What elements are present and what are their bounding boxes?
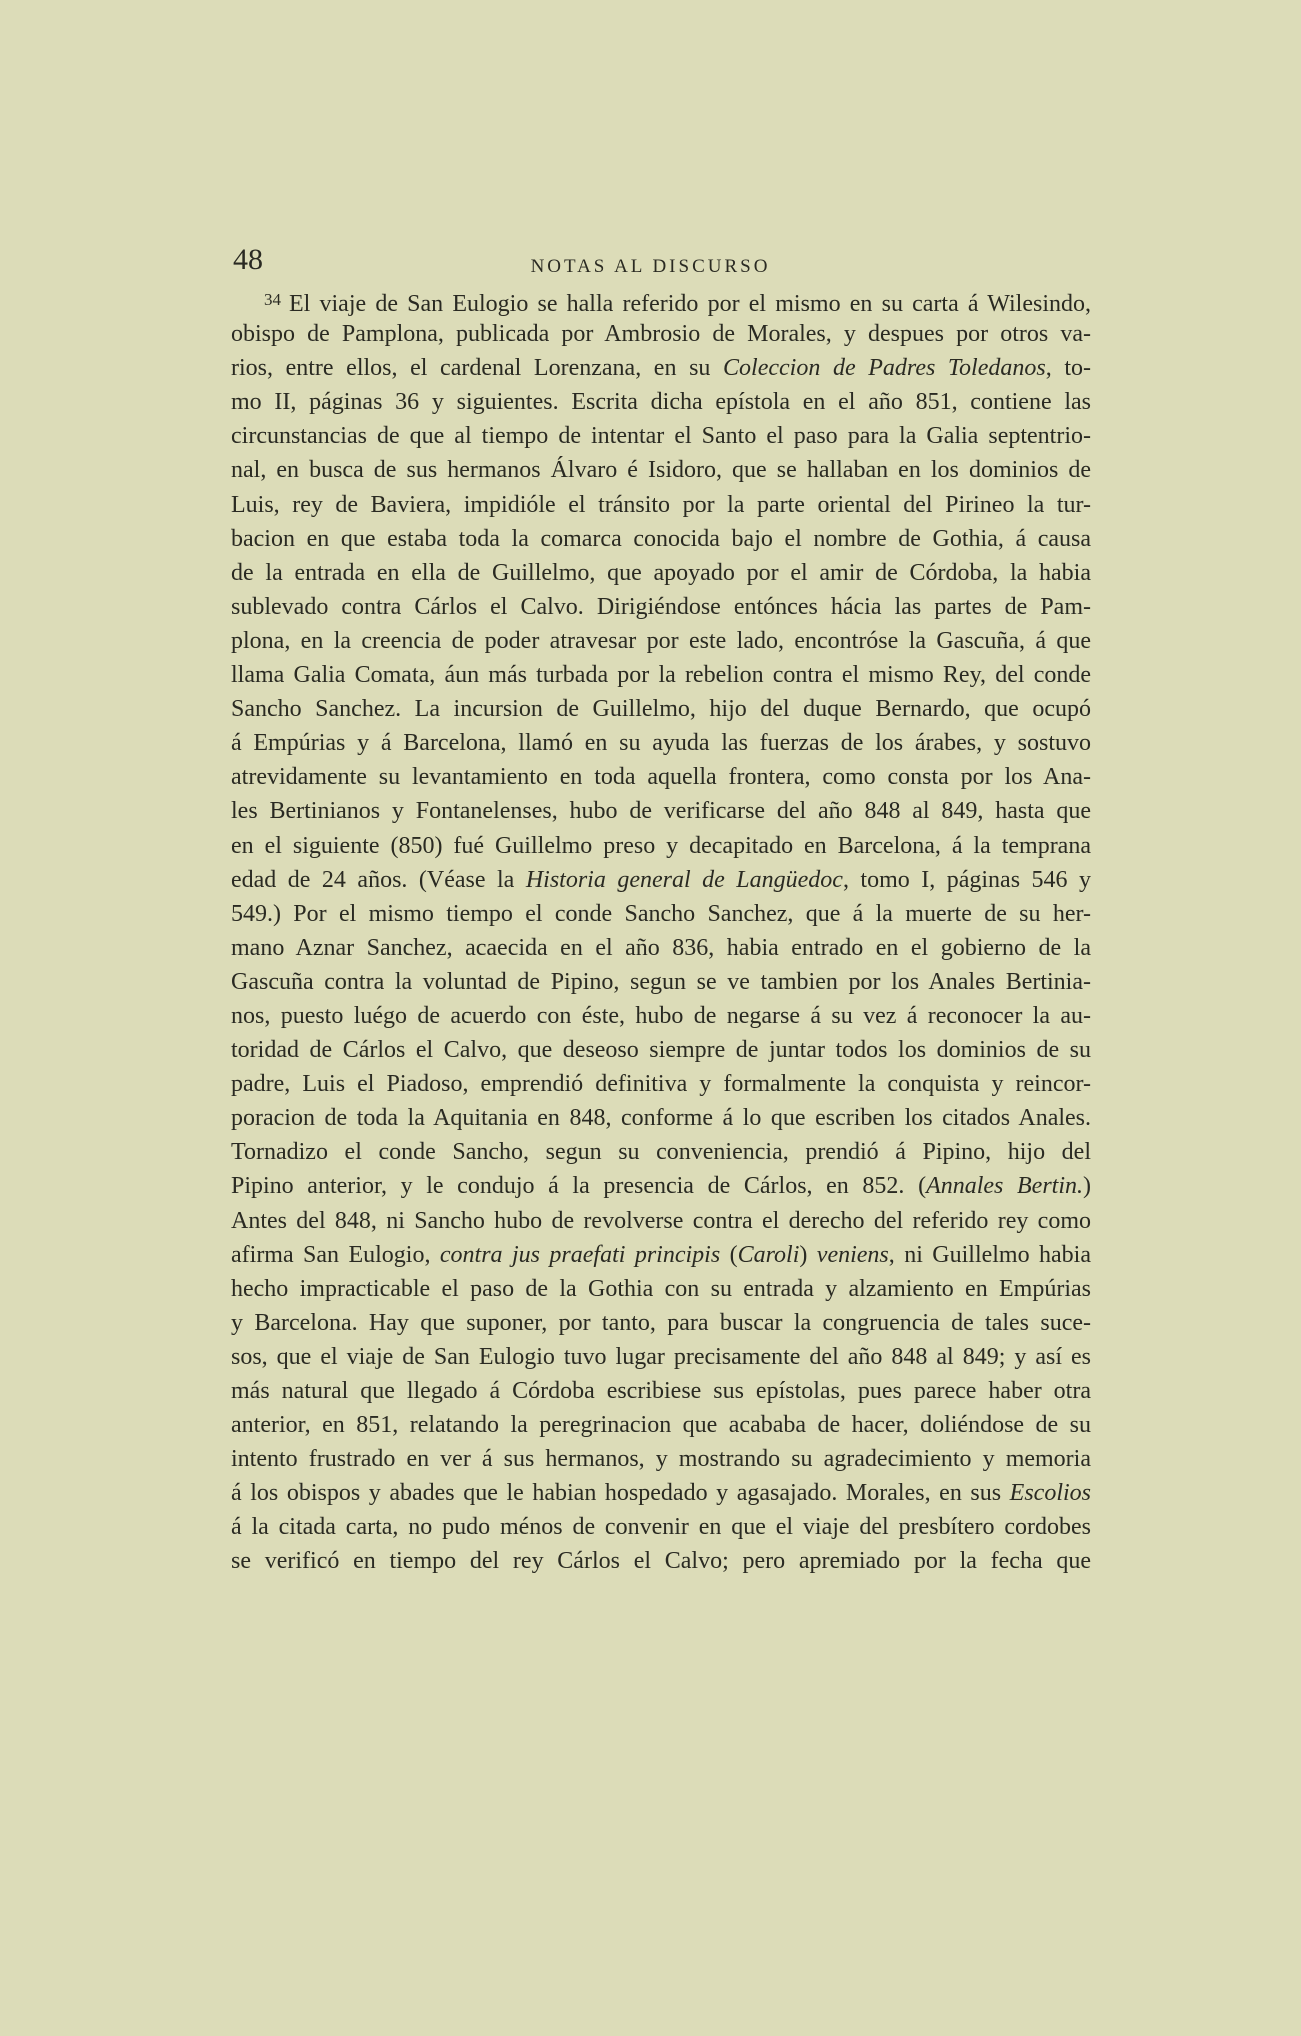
- note-line: bacion en que estaba toda la comarca conocida bajo el nombre de Gothia, á causa: [231, 525, 1091, 552]
- note-line: llama Galia Comata, áun más turbada por la rebelion contra el mismo Rey, del conde: [231, 662, 1091, 689]
- note-line: á los obispos y abades que le habian hospedado y agasajado. Morales, en sus Escolios: [231, 1480, 1091, 1507]
- note-line: Tornadizo el conde Sancho, segun su conveniencia, prendió á Pipino, hijo del: [231, 1139, 1091, 1166]
- note-line: nos, puesto luégo de acuerdo con éste, hubo de negarse á su vez á reconocer la au-: [231, 1002, 1091, 1029]
- note-line: rios, entre ellos, el cardenal Lorenzana, en su Coleccion de Padres Toledanos, to-: [231, 355, 1092, 382]
- note-line: les Bertinianos y Fontanelenses, hubo de verificarse del año 848 al 849, hasta que: [231, 798, 1091, 825]
- note-line: Antes del 848, ni Sancho hubo de revolverse contra el derecho del referido rey como: [231, 1207, 1091, 1234]
- note-line: mo II, páginas 36 y siguientes. Escrita dicha epístola en el año 851, contiene las: [231, 389, 1091, 416]
- note-line: Pipino anterior, y le condujo á la presencia de Cárlos, en 852. (Annales Bertin.): [231, 1173, 1091, 1200]
- note-number: 34: [264, 290, 281, 309]
- page-number: 48: [233, 243, 263, 276]
- note-line: de la entrada en ella de Guillelmo, que apoyado por el amir de Córdoba, la habia: [231, 559, 1091, 586]
- note-line: más natural que llegado á Córdoba escribiese sus epístolas, pues parece haber otra: [231, 1378, 1091, 1404]
- note-line: hecho impracticable el paso de la Gothia con su entrada y alzamiento en Empúrias: [231, 1275, 1091, 1302]
- note-line: nal, en busca de sus hermanos Álvaro é Isidoro, que se hallaban en los dominios de: [231, 457, 1091, 484]
- note-line: Gascuña contra la voluntad de Pipino, segun se ve tambien por los Anales Bertinia-: [231, 968, 1091, 995]
- note-line: padre, Luis el Piadoso, emprendió definitiva y formalmente la conquista y reincor-: [231, 1071, 1091, 1098]
- note-line: circunstancias de que al tiempo de intentar el Santo el paso para la Galia septentrio-: [231, 423, 1091, 450]
- note-line: se verificó en tiempo del rey Cárlos el Calvo; pero apremiado por la fecha que: [231, 1548, 1091, 1575]
- note-line: plona, en la creencia de poder atravesar por este lado, encontróse la Gascuña, á que: [231, 627, 1091, 654]
- note-line: toridad de Cárlos el Calvo, que deseoso siempre de juntar todos los dominios de su: [231, 1037, 1091, 1064]
- note-line: á Empúrias y á Barcelona, llamó en su ayuda las fuerzas de los árabes, y sostuvo: [231, 730, 1091, 757]
- note-line: afirma San Eulogio, contra jus praefati principis (Caroli) veniens, ni Guillelmo habia: [231, 1241, 1091, 1268]
- note-line: á la citada carta, no pudo ménos de convenir en que el viaje del presbítero cordobes: [231, 1514, 1091, 1541]
- note-line: sublevado contra Cárlos el Calvo. Dirigiéndose entónces hácia las partes de Pam-: [231, 593, 1091, 620]
- note-line: atrevidamente su levantamiento en toda aquella frontera, como consta por los Ana-: [231, 764, 1091, 791]
- note-line: poracion de toda la Aquitania en 848, conforme á lo que escriben los citados Anales.: [231, 1105, 1091, 1132]
- note-line: sos, que el viaje de San Eulogio tuvo lugar precisamente del año 848 al 849; y así es: [231, 1343, 1091, 1370]
- note-line: y Barcelona. Hay que suponer, por tanto, para buscar la congruencia de tales suce-: [231, 1309, 1091, 1336]
- running-title: NOTAS AL DISCURSO: [530, 256, 771, 277]
- note-line: obispo de Pamplona, publicada por Ambrosio de Morales, y despues por otros va-: [231, 321, 1091, 348]
- note-line: Luis, rey de Baviera, impidióle el tránsito por la parte oriental del Pirineo la tur-: [231, 491, 1091, 518]
- note-line: intento frustrado en ver á sus hermanos, y mostrando su agradecimiento y memoria: [231, 1446, 1091, 1473]
- note-line: anterior, en 851, relatando la peregrinacion que acababa de hacer, doliéndose de su: [231, 1412, 1091, 1439]
- note-line: mano Aznar Sanchez, acaecida en el año 836, habia entrado en el gobierno de la: [231, 934, 1091, 961]
- note-line: Sancho Sanchez. La incursion de Guillelmo, hijo del duque Bernardo, que ocupó: [231, 696, 1091, 723]
- note-line: en el siguiente (850) fué Guillelmo preso y decapitado en Barcelona, á la temprana: [231, 832, 1091, 859]
- note-line: $^{34}$ El viaje de San Eulogio se halla referido por el mismo en su carta á Wilesindo,: [264, 290, 1091, 317]
- note-body: [231, 283, 1091, 1579]
- note-line: edad de 24 años. (Véase la Historia general de Langüedoc, tomo I, páginas 546 y: [231, 866, 1092, 893]
- note-line: 549.) Por el mismo tiempo el conde Sancho Sanchez, que á la muerte de su her-: [231, 900, 1091, 927]
